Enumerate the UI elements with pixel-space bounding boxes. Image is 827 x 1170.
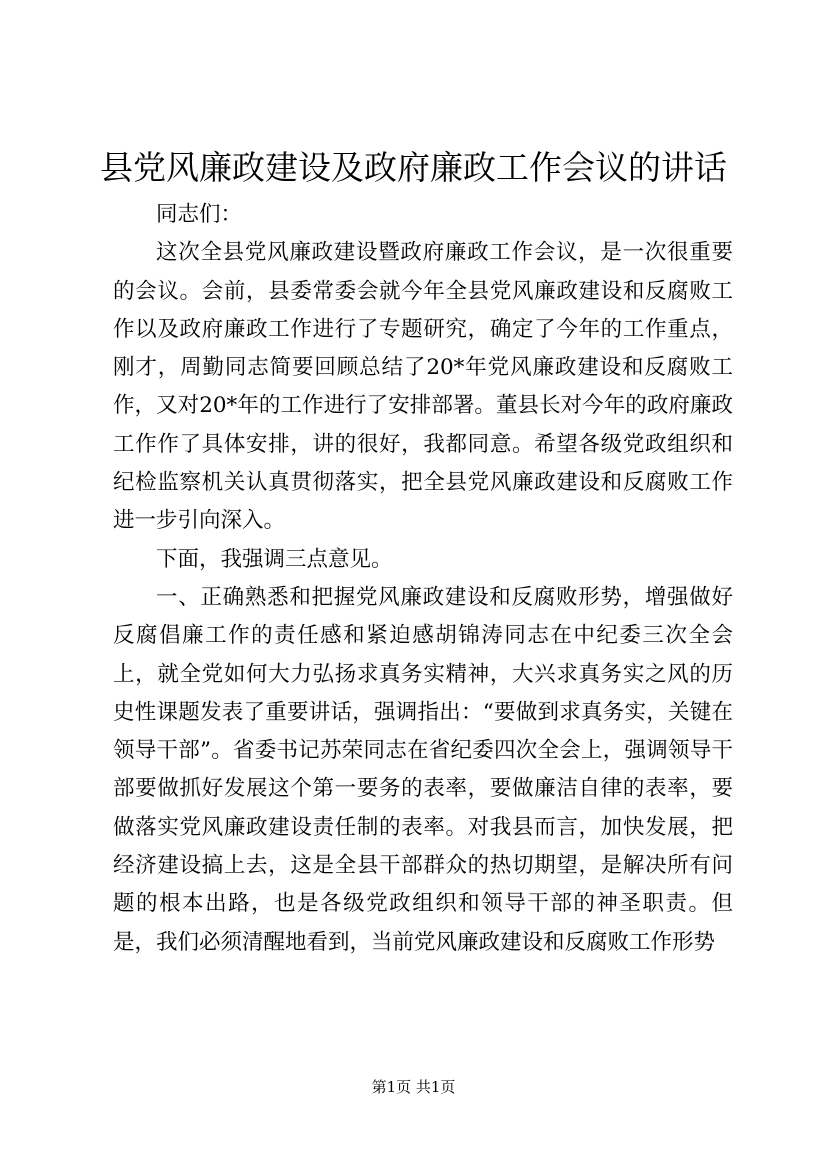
section-one-paragraph: 一、正确熟悉和把握党风廉政建设和反腐败形势，增强做好反腐倡廉工作的责任感和紧迫感胡锦涛同志在中纪委三次全会上，就全党如何大力弘扬求真务实精神，大兴求真务实之风的历史性课题发表了重要讲话，强调指出：“要做到求真务实，关键在领导干部”。省委书记苏荣同志在省纪委四次全会上，强调领导干部要做抓好发展这个第一要务的表率，要做廉洁自律的表率，要做落实党风廉政建设责任制的表率。对我县而言，加快发展，把经济建设搞上去，这是全县干部群众的热切期望，是解决所有问题的根本出路，也是各级党政组织和领导干部的神圣职责。但是，我们必须清醒地看到，当前党风廉政建设和反腐败工作形势 bbox=[113, 584, 733, 955]
opening-paragraph: 这次全县党风廉政建设暨政府廉政工作会议，是一次很重要的会议。会前，县委常委会就今年全县党风廉政建设和反腐败工作以及政府廉政工作进行了专题研究，确定了今年的工作重点，刚才，周勤同志简要回顾总结了20*年党风廉政建设和反腐败工作，又对20*年的工作进行了安排部署。董县长对今年的政府廉政工作作了具体安排，讲的很好，我都同意。希望各级党政组织和纪检监察机关认真贯彻落实，把全县党风廉政建设和反腐败工作进一步引向深入。 bbox=[113, 240, 733, 534]
document-body bbox=[113, 196, 733, 962]
page-number-footer: 第1页 共1页 bbox=[371, 1078, 456, 1096]
document-title: 县党风廉政建设及政府廉政工作会议的讲话 bbox=[100, 148, 727, 187]
transition-paragraph: 下面，我强调三点意见。 bbox=[156, 546, 393, 572]
salutation-paragraph: 同志们： bbox=[156, 202, 243, 227]
